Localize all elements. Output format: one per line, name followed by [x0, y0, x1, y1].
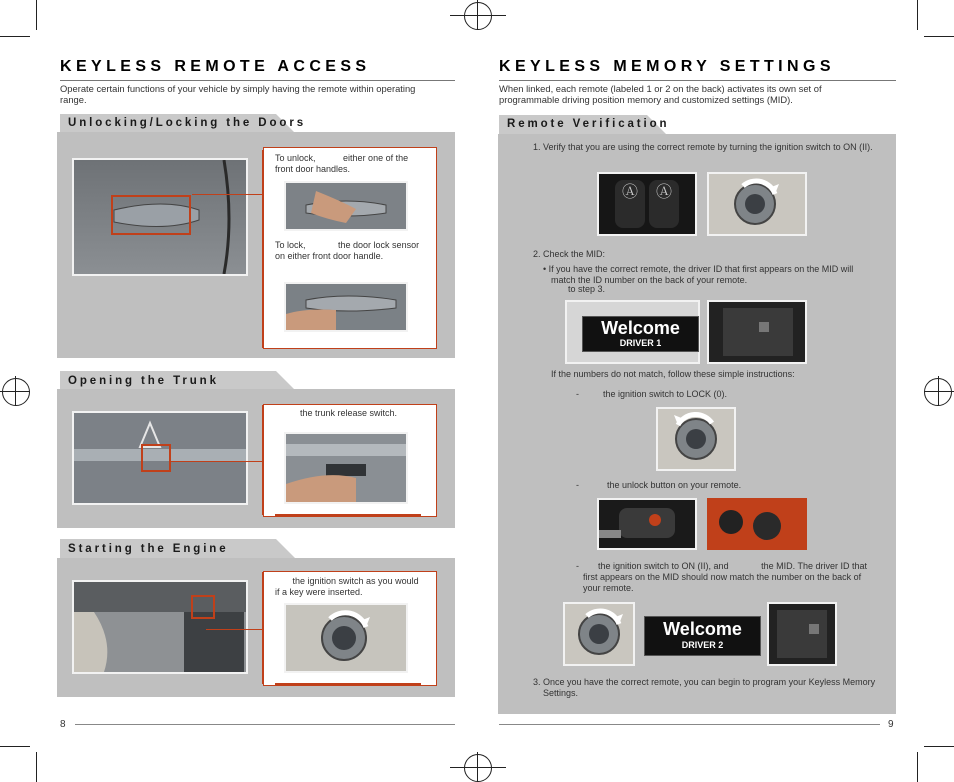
crop-mark	[924, 746, 954, 747]
ignition-lock-photo	[656, 407, 736, 471]
ignition-switch-photo	[284, 603, 408, 673]
registration-mark-icon	[2, 378, 30, 406]
callout-line	[170, 461, 262, 462]
finger-on-sensor-photo	[284, 282, 408, 332]
crop-mark	[917, 0, 918, 30]
title-rule	[499, 80, 896, 81]
section-heading: Remote Verification	[507, 118, 670, 130]
unlock-button-closeup	[707, 498, 807, 550]
sub-dash: -	[576, 480, 579, 490]
crop-mark	[0, 36, 30, 37]
footer-rule	[499, 724, 880, 725]
page-title: KEYLESS REMOTE ACCESS	[60, 58, 371, 75]
mid-screen	[582, 316, 699, 352]
interior-photo	[72, 580, 248, 674]
registration-mark-icon	[464, 754, 492, 782]
callout-line	[192, 194, 262, 195]
crop-mark	[924, 36, 954, 37]
footer-rule	[75, 724, 455, 725]
crop-mark	[36, 752, 37, 782]
remote-fob-icon: Ⓐ	[649, 180, 679, 228]
remote-back-photo	[707, 300, 807, 364]
page-number: 8	[60, 719, 66, 730]
remote-back-photo	[767, 602, 837, 666]
sub-dash: -	[576, 561, 579, 571]
trunk-instruction: the trunk release switch.	[300, 408, 398, 418]
section-heading: Unlocking/Locking the Doors	[68, 117, 307, 129]
crop-mark	[917, 752, 918, 782]
mid-screen	[644, 616, 761, 656]
ignition-turn-photo	[707, 172, 807, 236]
welcome-text: Welcome	[663, 619, 742, 639]
sub-step-unlock: the unlock button on your remote.	[607, 480, 742, 490]
registration-mark-icon	[464, 2, 492, 30]
driver-id-text: DRIVER 2	[681, 640, 724, 650]
bullet-match: • If you have the correct remote, the driver ID that first appears on the MID will match the ID number on the back of your remote.	[543, 264, 854, 285]
intro-text: When linked, each remote (labeled 1 or 2 on the back) activates its own set of programmable driving position memory and customized settings (MID).	[499, 83, 822, 105]
sub-dash: -	[576, 389, 579, 399]
section-heading: Opening the Trunk	[68, 375, 219, 387]
mismatch-text: If the numbers do not match, follow these simple instructions:	[551, 369, 795, 379]
bullet-continue: to step 3.	[568, 284, 606, 294]
callout-line	[206, 629, 262, 630]
intro-text: Operate certain functions of your vehicle by simply having the remote within operating range.	[60, 83, 416, 105]
car-door-photo	[72, 158, 248, 276]
step-1: 1. Verify that you are using the correct remote by turning the ignition switch to ON (II).	[533, 142, 873, 152]
trunk-switch-photo	[284, 432, 408, 504]
lock-instruction: To lock, the door lock sensor on either front door handle.	[275, 240, 420, 261]
step-2: 2. Check the MID:	[533, 249, 606, 259]
remote-fobs-photo	[597, 172, 697, 236]
engine-instruction: the ignition switch as you would if a key were inserted.	[275, 576, 419, 597]
welcome-text: Welcome	[601, 318, 680, 338]
sub-step-on: the ignition switch to ON (II), and the MID. The driver ID that first appears on the MID should now match the number on the back of your remote.	[583, 561, 867, 593]
title-rule	[60, 80, 455, 81]
ignition-on-photo	[563, 602, 635, 666]
crop-mark	[36, 0, 37, 30]
step-3: 3. Once you have the correct remote, you can begin to program your Keyless Memory Settings.	[533, 677, 876, 698]
driver-id-text: DRIVER 1	[619, 338, 662, 348]
section-heading: Starting the Engine	[68, 543, 229, 555]
crop-mark	[0, 746, 30, 747]
page-title: KEYLESS MEMORY SETTINGS	[499, 58, 835, 75]
remote-fob-icon: Ⓐ	[615, 180, 645, 228]
sub-step-lock: the ignition switch to LOCK (0).	[603, 389, 728, 399]
hand-on-handle-photo	[284, 181, 408, 231]
trunk-photo	[72, 411, 248, 505]
mid-display-photo	[565, 300, 700, 364]
page-number: 9	[888, 719, 894, 730]
remote-unlock-photo	[597, 498, 697, 550]
unlock-instruction: To unlock, either one of the front door handles.	[275, 153, 409, 174]
